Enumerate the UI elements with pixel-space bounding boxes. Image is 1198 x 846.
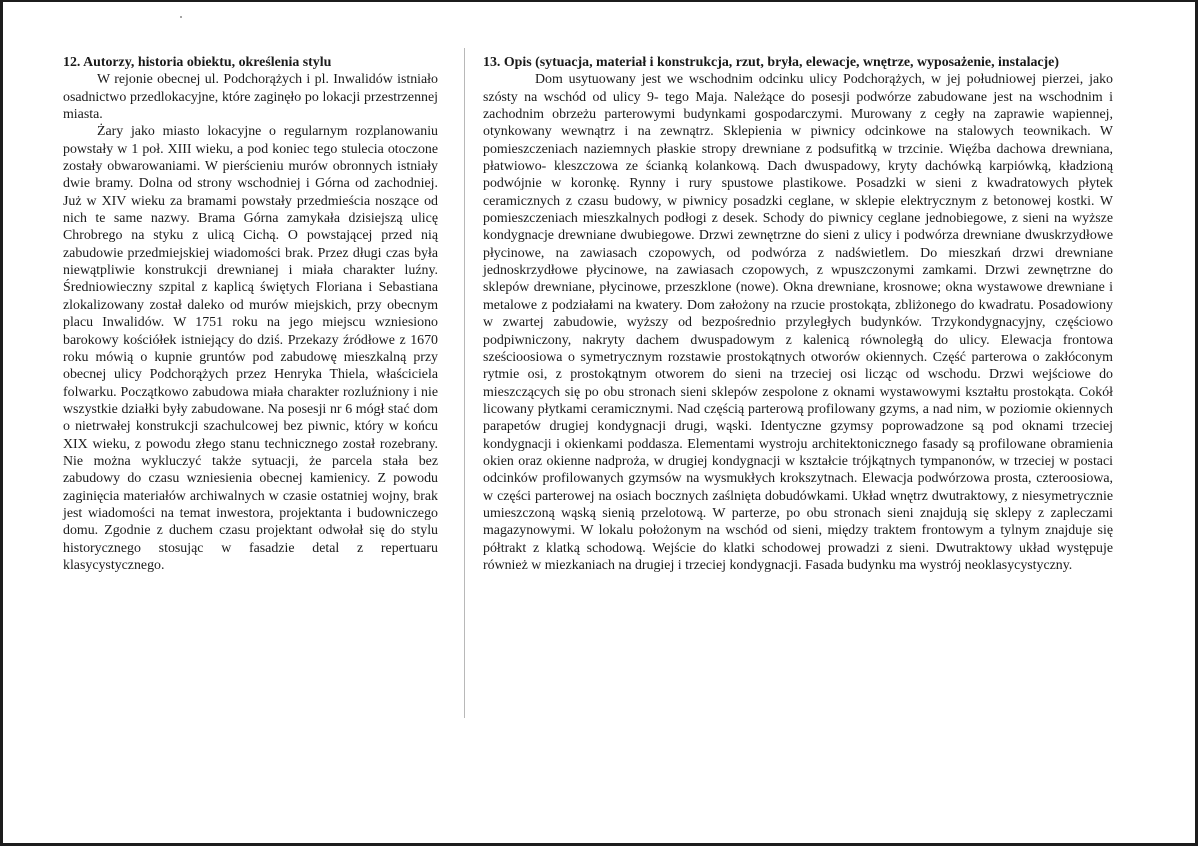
right-column	[483, 54, 1113, 574]
page-edge-top	[0, 0, 1198, 2]
section-13-heading: 13. Opis (sytuacja, materiał i konstrukcja, rzut, bryła, elewacje, wnętrze, wyposażenie, instalacje)	[483, 55, 1059, 70]
scan-speck	[180, 16, 182, 18]
column-divider	[464, 48, 465, 718]
section-12-paragraph-2: Żary jako miasto lokacyjne o regularnym rozplanowaniu powstały w 1 poł. XIII wieku, a pod koniec tego stulecia otoczone zostały obwarowaniami. W pierścieniu murów obronnych istniały dwie bramy. Dolna od strony wschodniej i Górna od zachodniej. Już w XIV wieku za bramami powstały przedmieścia noszące od nich te same nazwy. Brama Górna zamykała dzisiejszą ulicę Chrobrego na styku z ulicą Cichą. O powstającej przed nią zabudowie przedmiejskiej wiadomości brak. Przez długi czas była niewątpliwie konstrukcji drewnianej i miała charakter luźny. Średniowieczny szpital z kaplicą świętych Floriana i Sebastiana zlokalizowany został daleko od murów miejskich, przy obecnym placu Inwalidów. W 1751 roku na jego miejscu wzniesiono barokowy kościółek istniejący do dziś. Przekazy źródłowe z 1670 roku mówią o kupnie gruntów pod zabudowę mieszkalną przy obecnej ulicy Podchorążych przez Henryka Thiela, właściciela folwarku. Początkowo zabudowa miała charakter rozluźniony i nie wszystkie działki były zabudowane. Na posesji nr 6 mógł stać dom o nietrwałej konstrukcji szachulcowej bez piwnic, który w końcu XIX wieku, z powodu złego stanu technicznego został rozebrany. Nie można wykluczyć także sytuacji, że parcela stała bez zabudowy do czasu wzniesienia obecnej kamienicy. Z powodu zaginięcia materiałów archiwalnych w czasie ostatniej wojny, brak jest wiadomości na temat inwestora, projektanta i budowniczego domu. Zgodnie z duchem czasu projektant odwołał się do stylu historycznego stosując w fasadzie detal z repertuaru klasycystycznego.	[63, 124, 438, 573]
left-column	[63, 54, 438, 574]
section-12-heading: 12. Autorzy, historia obiektu, określenia stylu	[63, 55, 332, 70]
section-12-paragraph-1: W rejonie obecnej ul. Podchorążych i pl. Inwalidów istniało osadnictwo przedlokacyjne, które zaginęło po lokacji przestrzennej miasta.	[63, 72, 438, 123]
section-13-paragraph-1: Dom usytuowany jest we wschodnim odcinku ulicy Podchorążych, w jej południowej pierzei, jako szósty na wschód od ulicy 9- tego Maja. Należące do posesji podwórze zabudowane jest na wschodnim i zachodnim obrzeżu parterowymi budynkami gospodarczymi. Murowany z cegły na zaprawie wapiennej, otynkowany wewnątrz i na zewnątrz. Sklepienia w piwnicy odcinkowe na stalowych teownikach. W pomieszczeniach naziemnych płaskie stropy drewniane z podsufitką w trzcinie. Więźba dachowa drewniana, płatwiowo- kleszczowa ze ścianką kolankową. Dach dwuspadowy, kryty dachówką karpiówką, kładzioną podwójnie w koronkę. Rynny i rury spustowe plastikowe. Posadzki w sieni z kwadratowych płytek ceramicznych z czasu budowy, w piwnicy posadzki ceglane, w sklepie elektrycznym z betonowej kostki. W pomieszczeniach mieszkalnych podłogi z desek. Schody do piwnicy ceglane jednobiegowe, z sieni na wyższe kondygnacje drewniane dwubiegowe. Drzwi zewnętrzne do sieni z ulicy i podwórza drewniane dwuskrzydłowe płycinowe, na zawiasach czopowych, od podwórza z nadświetlem. Do mieszkań drzwi drewniane jednoskrzydłowe płycinowe, na zawiasach czopowych, z wpuszczonymi zamkami. Drzwi zewnętrzne do sklepów drewniane, płycinowe, przeszklone (nowe). Okna drewniane, krosnowe; okna wystawowe drewniane i metalowe z podziałami na kwatery. Dom założony na rzucie prostokąta, zbliżonego do kwadratu. Posadowiony w zwartej zabudowie, wyższy od bezpośrednio przyległych budynków. Trzykondygnacyjny, częściowo podpiwniczony, nakryty dachem dwuspadowym z kalenicą równoległą do ulicy. Elewacja frontowa sześcioosiowa o symetrycznym rozstawie prostokątnych otworów okiennych. Część parterowa o zakłóconym rytmie osi, z prostokątnym otworem do sieni na trzeciej osi licząc od wschodu. Drzwi wejściowe do mieszczących się po obu stronach sieni sklepów zespolone z oknami wystawowymi kształtu prostokąta. Cokół licowany płytkami ceramicznymi. Nad częścią parterową profilowany gzyms, a nad nim, w poziomie okiennych parapetów drugiej kondygnacji drugi, wąski. Identyczne gzymsy poprowadzone są pod oknami trzeciej kondygnacji i okienkami poddasza. Elementami wystroju architektonicznego fasady są profilowane obramienia okien oraz okienne nadproża, w drugiej kondygnacji w kształcie trójkątnych tympanonów, w trzeciej w postaci odcinków profilowanych gzymsów na wysmukłych krokszytnach. Elewacja podwórzowa prosta, czteroosiowa, w części parterowej na osiach bocznych zaślnięta dobudówkami. Układ wnętrz dwutraktowy, z niesymetrycznie umieszczoną wąską sienią przelotową. W parterze, po obu stronach sieni znajdują się sklepy z zapleczami magazynowymi. W lokalu położonym na wschód od sieni, między traktem frontowym a tylnym znajduje się półtrakt z klatką schodową. Wejście do klatki schodowej prowadzi z sieni. Dwutraktowy układ występuje również w miezkaniach na drugiej i trzeciej kondygnacji. Fasada budynku ma wystrój neoklasycystyczny.	[483, 72, 1113, 573]
page-edge-left	[0, 0, 3, 846]
